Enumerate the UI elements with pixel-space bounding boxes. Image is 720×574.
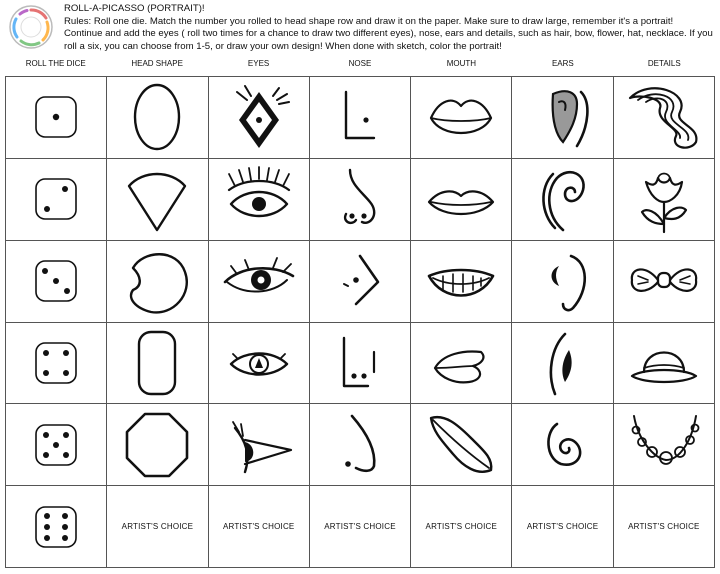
mouth-4 <box>411 323 512 405</box>
ears-2 <box>512 159 613 241</box>
almond-eye-icon <box>215 328 303 398</box>
nose-4 <box>310 323 411 405</box>
artists-choice-head <box>107 486 208 568</box>
artists-choice-label: ARTIST'S CHOICE <box>324 522 396 532</box>
round-nose-icon <box>316 164 404 234</box>
col-head-shape: HEAD SHAPE <box>131 59 183 68</box>
artists-choice-eyes <box>209 486 310 568</box>
artists-choice-nose <box>310 486 411 568</box>
eyes-1 <box>209 77 310 159</box>
column-headers <box>5 59 715 73</box>
c-shaped-ear-icon <box>519 246 607 316</box>
bowler-hat-icon <box>620 328 708 398</box>
artists-choice-mouth <box>411 486 512 568</box>
slim-ear-icon <box>519 328 607 398</box>
col-nose: NOSE <box>348 59 372 68</box>
head-shape-5 <box>107 404 208 486</box>
die-face-3-icon <box>12 246 100 316</box>
curved-nose-icon <box>316 410 404 480</box>
side-lips-icon <box>417 328 505 398</box>
smiling-teeth-icon <box>417 246 505 316</box>
nose-5 <box>310 404 411 486</box>
die-face-1-icon <box>12 82 100 152</box>
ears-3 <box>512 241 613 323</box>
lips-icon <box>417 164 505 234</box>
col-roll-the-dice: ROLL THE DICE <box>25 59 86 68</box>
die-face-2-icon <box>12 164 100 234</box>
head-shape-3 <box>107 241 208 323</box>
angular-nose-icon <box>316 82 404 152</box>
artists-choice-label: ARTIST'S CHOICE <box>425 522 498 532</box>
artists-choice-label: ARTIST'S CHOICE <box>526 522 599 532</box>
ears-5 <box>512 404 613 486</box>
die-cell-5 <box>6 404 107 486</box>
details-3 <box>614 241 715 323</box>
artists-choice-label: ARTIST'S CHOICE <box>628 522 700 532</box>
oval-head-icon <box>113 82 201 152</box>
ears-4 <box>512 323 613 405</box>
die-cell-2 <box>6 159 107 241</box>
details-2 <box>614 159 715 241</box>
mouth-2 <box>411 159 512 241</box>
head-shape-4 <box>107 323 208 405</box>
artists-choice-ears <box>512 486 613 568</box>
artists-choice-details <box>614 486 715 568</box>
tulip-flower-icon <box>620 164 708 234</box>
bow-icon <box>620 246 708 316</box>
details-5 <box>614 404 715 486</box>
col-mouth: MOUTH <box>446 59 477 68</box>
die-face-6-icon <box>12 492 100 562</box>
die-cell-3 <box>6 241 107 323</box>
details-1 <box>614 77 715 159</box>
mouth-3 <box>411 241 512 323</box>
picasso-table <box>5 76 715 568</box>
eyes-4 <box>209 323 310 405</box>
shaded-ear-icon <box>519 82 607 152</box>
page-title: ROLL-A-PICASSO (PORTRAIT)! <box>64 3 205 14</box>
artists-choice-label: ARTIST'S CHOICE <box>222 522 295 532</box>
artists-choice-label: ARTIST'S CHOICE <box>121 522 194 532</box>
die-cell-6 <box>6 486 107 568</box>
head-shape-1 <box>107 77 208 159</box>
eyes-2 <box>209 159 310 241</box>
box-nose-icon <box>316 328 404 398</box>
spiral-ear-icon <box>519 410 607 480</box>
nose-2 <box>310 159 411 241</box>
col-details: DETAILS <box>647 59 681 68</box>
nose-1 <box>310 77 411 159</box>
full-lips-icon <box>417 82 505 152</box>
rules-text: Rules: Roll one die. Match the number you rolled to head shape row and draw it on the paper. Make sure to draw large, remember it's a portrait! Continue and add the eyes ( roll two times for a chance to draw two different eyes), nose, ears and details, such as hair, bow, flower, hat, necklace. If you roll a six, you can choose from 1-5, or draw your own design! When done with sketch, color the portrait! <box>64 15 713 52</box>
die-cell-1 <box>6 77 107 159</box>
wavy-hair-icon <box>620 82 708 152</box>
octagon-head-icon <box>113 410 201 480</box>
die-face-5-icon <box>12 410 100 480</box>
instructions <box>64 3 714 53</box>
cone-head-icon <box>113 164 201 234</box>
head-shape-2 <box>107 159 208 241</box>
mouth-5 <box>411 404 512 486</box>
col-ears: EARS <box>551 59 574 68</box>
ears-1 <box>512 77 613 159</box>
die-cell-4 <box>6 323 107 405</box>
bead-necklace-icon <box>620 410 708 480</box>
rounded-rectangle-head-icon <box>113 328 201 398</box>
eyes-3 <box>209 241 310 323</box>
col-eyes: EYES <box>247 59 270 68</box>
side-eye-icon <box>215 246 303 316</box>
mouth-1 <box>411 77 512 159</box>
diamond-eye-icon <box>215 82 303 152</box>
nose-3 <box>310 241 411 323</box>
pointed-nose-icon <box>316 246 404 316</box>
lashed-eye-icon <box>215 164 303 234</box>
notched-circle-head-icon <box>113 246 201 316</box>
logo <box>8 4 54 50</box>
die-face-4-icon <box>12 328 100 398</box>
eyes-5 <box>209 404 310 486</box>
slanted-lips-icon <box>417 410 505 480</box>
details-4 <box>614 323 715 405</box>
profile-eye-icon <box>215 410 303 480</box>
swirl-ear-icon <box>519 164 607 234</box>
